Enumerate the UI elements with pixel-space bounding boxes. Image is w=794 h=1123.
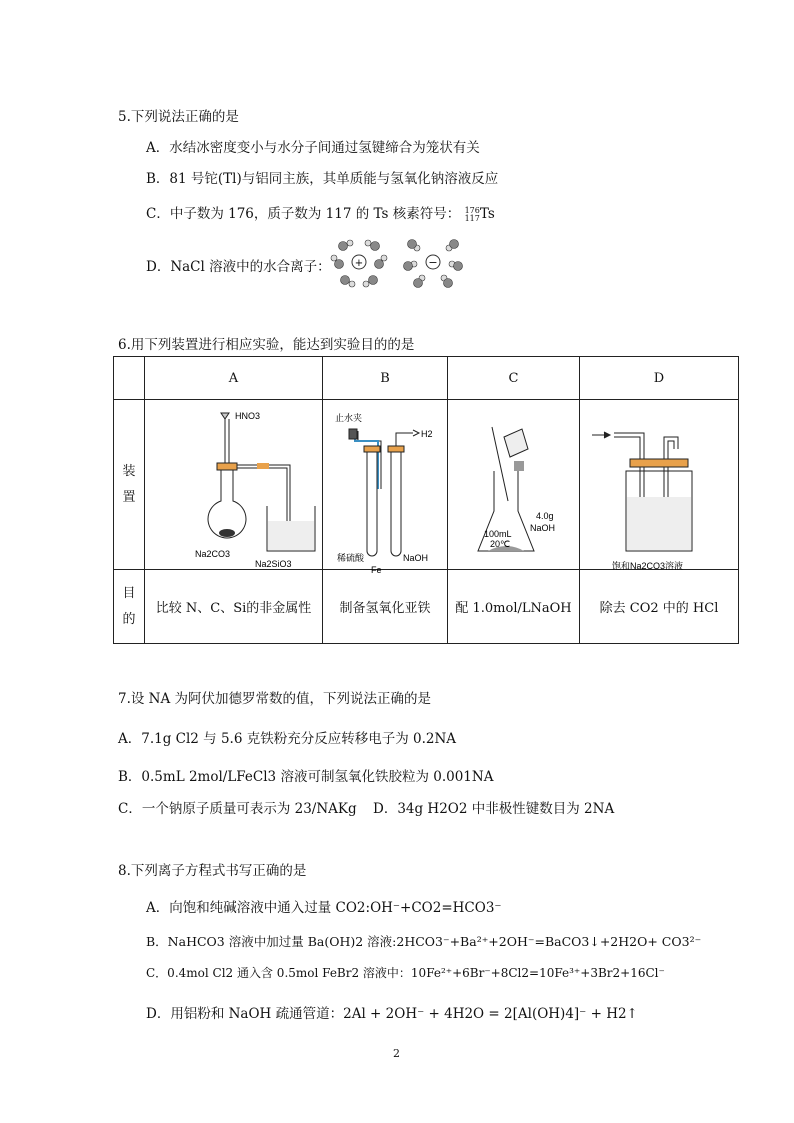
hydrated-cation — [331, 240, 387, 287]
hydrated-ions-diagram — [330, 236, 480, 288]
q6-table — [113, 356, 739, 644]
purpose-d: 除去 CO2 中的 HCl — [580, 570, 739, 644]
row-label-purpose: 目 的 — [114, 570, 145, 644]
q5-option-a: A．水结冰密度变小与水分子间通过氢键缔合为笼状有关 — [146, 140, 480, 156]
purpose-c: 配 1.0mol/LNaOH — [448, 570, 580, 644]
label-saturated-solution: 饱和Na2CO3溶液 — [612, 560, 684, 571]
q5-option-c — [146, 202, 495, 223]
apparatus-c-drawing — [448, 401, 579, 569]
header-d: D — [580, 357, 739, 400]
q7-stem: 7.设 NA 为阿伏加德罗常数的值，下列说法正确的是 — [118, 691, 432, 707]
apparatus-d — [580, 400, 739, 570]
label-clamp: 止水夹 — [335, 412, 363, 423]
header-b: B — [323, 357, 448, 400]
q8-option-b: B．NaHCO3 溶液中加过量 Ba(OH)2 溶液:2HCO3⁻+Ba²⁺+2OH⁻=BaCO3↓+2H2O+ CO3²⁻ — [146, 934, 702, 949]
apparatus-a — [145, 400, 323, 570]
table-corner — [114, 357, 145, 400]
q7-option-c: C．一个钠原子质量可表示为 23/NAKg — [118, 801, 357, 817]
q8-option-a: A．向饱和纯碱溶液中通入过量 CO2:OH⁻+CO2=HCO3⁻ — [146, 900, 502, 916]
purpose-a: 比较 N、C、Si的非金属性 — [145, 570, 323, 644]
q5-mass-number: 176 — [464, 205, 480, 215]
header-a: A — [145, 357, 323, 400]
label-na2co3: Na2CO3 — [195, 548, 231, 559]
q5-stem: 5.下列说法正确的是 — [118, 109, 239, 125]
q5-atomic-number: 117 — [464, 213, 480, 223]
label-na2sio3: Na2SiO3 — [255, 558, 292, 569]
anion-sign: − — [428, 256, 438, 269]
q7-option-d: D．34g H2O2 中非极性键数目为 2NA — [373, 801, 615, 817]
q5-element-symbol: Ts — [479, 206, 495, 222]
apparatus-b-drawing — [323, 401, 447, 575]
q5-option-b: B．81 号铊(Tl)与铝同主族，其单质能与氢氧化钠溶液反应 — [146, 171, 499, 187]
cation-sign: + — [354, 258, 364, 269]
apparatus-b — [323, 400, 448, 575]
apparatus-a-drawing — [145, 401, 322, 569]
q5-option-d: D．NaCl 溶液中的水合离子： — [146, 259, 331, 275]
q8-option-d: D．用铝粉和 NaOH 疏通管道：2Al + 2OH⁻ + 4H2O = 2[Al(OH)4]⁻ + H2↑ — [146, 1006, 638, 1022]
header-c: C — [448, 357, 580, 400]
q5-option-c-text: C．中子数为 176，质子数为 117 的 Ts 核素符号： — [146, 206, 461, 222]
label-temperature: 20℃ — [490, 538, 511, 549]
label-dilute-acid: 稀硫酸 — [337, 552, 365, 563]
hydrated-anion — [404, 240, 463, 288]
q6-stem: 6.用下列装置进行相应实验，能达到实验目的的是 — [118, 337, 415, 353]
label-fe: Fe — [371, 564, 382, 575]
q8-stem: 8.下列离子方程式书写正确的是 — [118, 863, 307, 879]
label-mass: 4.0g — [536, 510, 554, 521]
purpose-b: 制备氢氧化亚铁 — [323, 570, 448, 644]
row-label-apparatus: 装 置 — [114, 400, 145, 570]
page-number: 2 — [393, 1047, 400, 1060]
q8-option-c: C．0.4mol Cl2 通入含 0.5mol FeBr2 溶液中：10Fe²⁺+6Br⁻+8Cl2=10Fe³⁺+3Br2+16Cl⁻ — [146, 966, 665, 980]
apparatus-c — [448, 400, 580, 570]
label-naoh-b: NaOH — [403, 552, 429, 563]
label-volume: 100mL — [484, 528, 512, 539]
label-h2: H2 — [421, 428, 433, 439]
q7-option-b: B．0.5mL 2mol/LFeCl3 溶液可制氢氧化铁胶粒为 0.001NA — [118, 769, 494, 785]
label-naoh-c: NaOH — [530, 522, 556, 533]
q7-option-a: A．7.1g Cl2 与 5.6 克铁粉充分反应转移电子为 0.2NA — [118, 731, 457, 747]
apparatus-d-drawing — [580, 401, 738, 569]
label-hno3: HNO3 — [235, 410, 261, 421]
